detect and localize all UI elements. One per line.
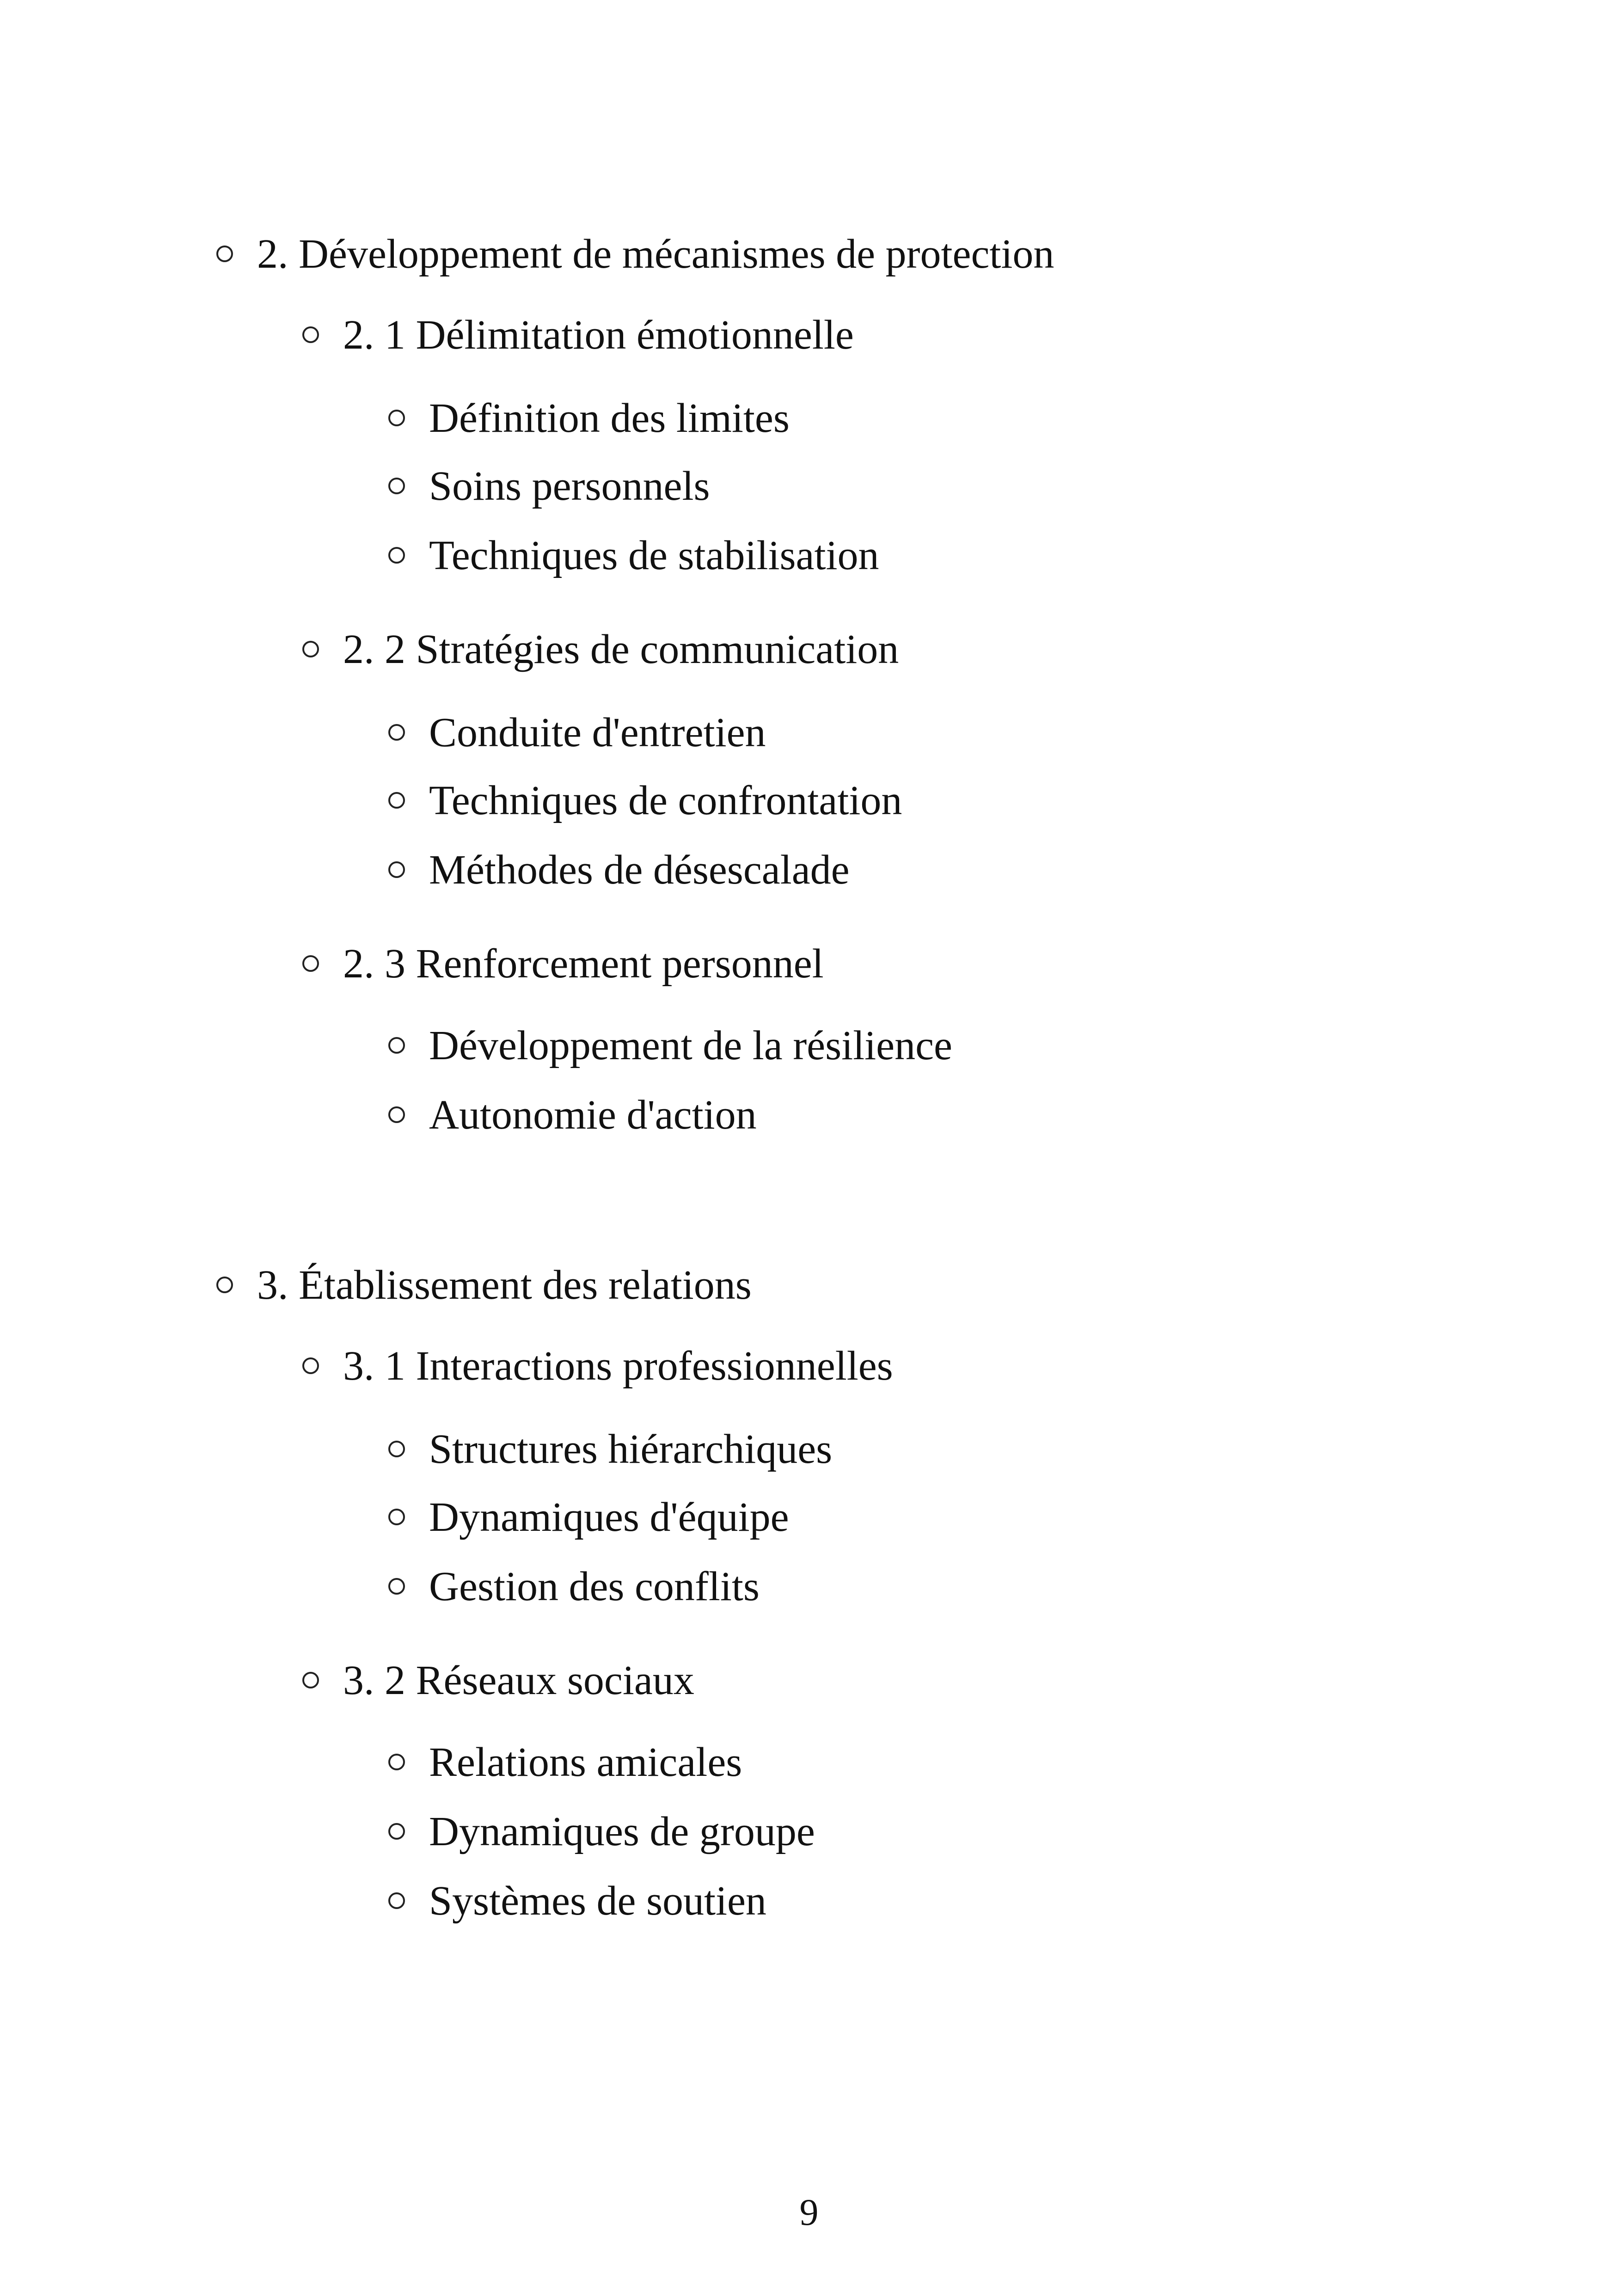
item-label: Structures hiérarchiques: [429, 1426, 833, 1472]
hollow-circle-bullet-icon: [388, 1892, 405, 1909]
item-label: Gestion des conflits: [429, 1564, 760, 1609]
hollow-circle-bullet-icon: [388, 1509, 405, 1525]
item-label: Dynamiques d'équipe: [429, 1494, 789, 1540]
item-label: Dynamiques de groupe: [429, 1809, 815, 1854]
section-title: 2. Développement de mécanismes de protection: [257, 231, 1054, 277]
page-number: 9: [799, 2191, 819, 2233]
subsection-title: 3. 1 Interactions professionnelles: [343, 1343, 893, 1389]
hollow-circle-bullet-icon: [388, 724, 405, 741]
hollow-circle-bullet-icon: [216, 1277, 233, 1293]
hollow-circle-bullet-icon: [216, 246, 233, 262]
hollow-circle-bullet-icon: [388, 547, 405, 564]
hollow-circle-bullet-icon: [388, 861, 405, 878]
item-label: Conduite d'entretien: [429, 710, 766, 755]
subsection-title: 2. 3 Renforcement personnel: [343, 941, 824, 987]
hollow-circle-bullet-icon: [388, 792, 405, 809]
hollow-circle-bullet-icon: [388, 410, 405, 426]
item-label: Autonomie d'action: [429, 1092, 757, 1138]
item-label: Définition des limites: [429, 395, 790, 441]
subsection-title: 3. 2 Réseaux sociaux: [343, 1658, 694, 1703]
hollow-circle-bullet-icon: [388, 1754, 405, 1770]
hollow-circle-bullet-icon: [388, 1578, 405, 1595]
item-label: Soins personnels: [429, 463, 710, 509]
item-label: Méthodes de désescalade: [429, 847, 850, 893]
hollow-circle-bullet-icon: [302, 1357, 319, 1374]
item-label: Techniques de confrontation: [429, 778, 902, 823]
hollow-circle-bullet-icon: [388, 478, 405, 494]
hollow-circle-bullet-icon: [302, 641, 319, 657]
section-title: 3. Établissement des relations: [257, 1262, 752, 1308]
item-label: Systèmes de soutien: [429, 1878, 766, 1924]
hollow-circle-bullet-icon: [302, 1672, 319, 1688]
hollow-circle-bullet-icon: [302, 955, 319, 972]
hollow-circle-bullet-icon: [388, 1823, 405, 1840]
subsection-title: 2. 1 Délimitation émotionnelle: [343, 312, 854, 358]
hollow-circle-bullet-icon: [388, 1441, 405, 1457]
hollow-circle-bullet-icon: [388, 1037, 405, 1054]
item-label: Techniques de stabilisation: [429, 533, 879, 578]
hollow-circle-bullet-icon: [388, 1106, 405, 1123]
item-label: Relations amicales: [429, 1739, 742, 1785]
item-label: Développement de la résilience: [429, 1023, 952, 1068]
hollow-circle-bullet-icon: [302, 326, 319, 343]
subsection-title: 2. 2 Stratégies de communication: [343, 626, 899, 672]
